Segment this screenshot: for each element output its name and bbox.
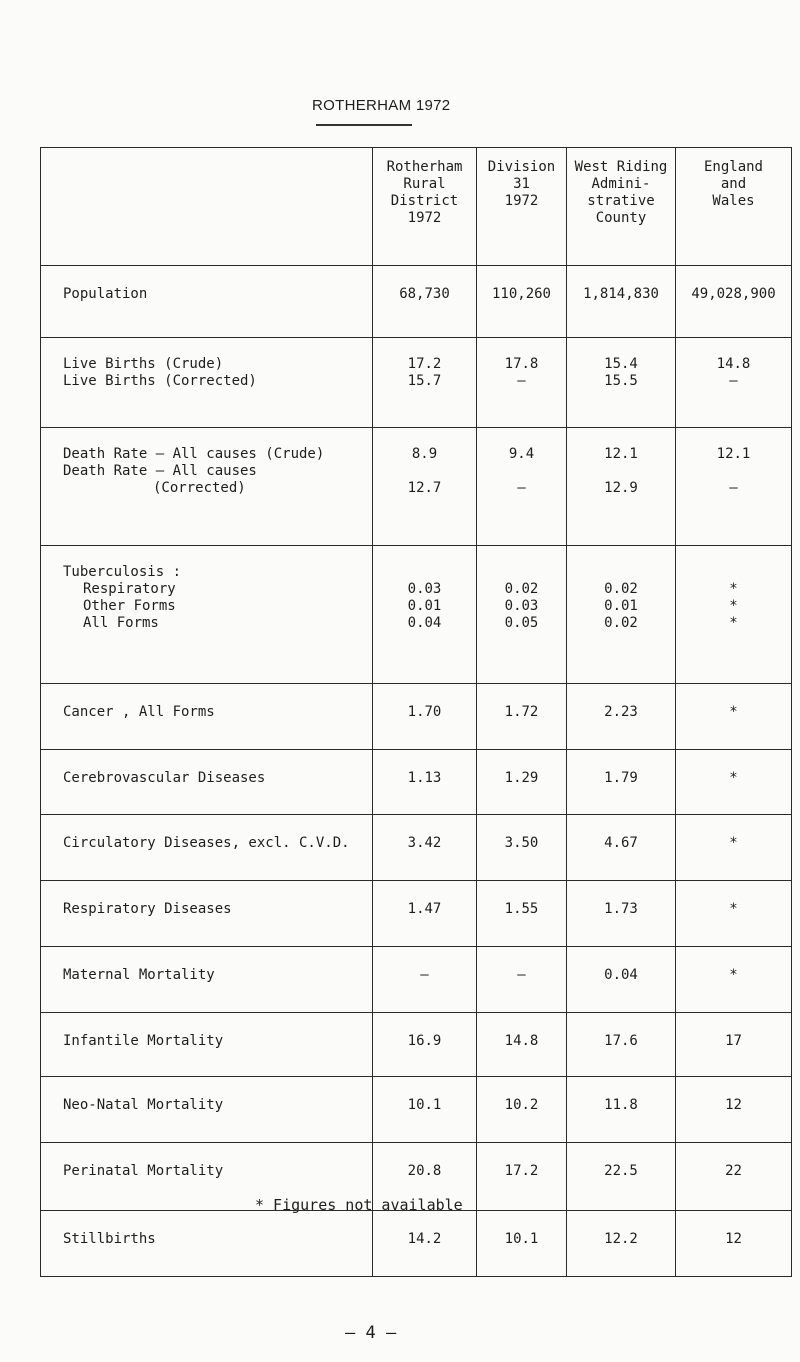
page-number: – 4 –	[345, 1323, 397, 1343]
value-cell	[373, 881, 477, 947]
cell-value: 20.8	[407, 1163, 442, 1179]
cell-value: 17.8	[504, 356, 539, 372]
row-label: Maternal Mortality	[63, 967, 215, 983]
cell-value: –	[517, 480, 526, 496]
row-label-cell	[41, 684, 373, 750]
table-row	[41, 338, 792, 428]
value-cell	[567, 684, 676, 750]
value-cell	[676, 1077, 792, 1143]
cell-value: 12.7	[407, 480, 442, 496]
cell-value: 10.2	[504, 1097, 539, 1113]
cell-value: *	[729, 704, 738, 720]
value-cell	[567, 947, 676, 1013]
vital-statistics-table	[40, 147, 792, 1277]
cell-value: 14.8	[716, 356, 751, 372]
row-label: Neo-Natal Mortality	[63, 1097, 224, 1113]
title-underline	[316, 124, 412, 126]
table-row	[41, 750, 792, 815]
cell-value: 12.1	[716, 446, 751, 462]
row-label: Live Births (Crude)	[63, 356, 224, 372]
value-cell	[676, 947, 792, 1013]
value-cell	[477, 428, 567, 546]
table-row	[41, 1013, 792, 1077]
value-cell	[477, 338, 567, 428]
value-cell	[676, 1211, 792, 1277]
cell-value: –	[517, 967, 526, 983]
cell-value: 3.50	[504, 835, 539, 851]
table-row	[41, 881, 792, 947]
value-cell	[373, 266, 477, 338]
cell-value: 0.05	[504, 615, 539, 631]
cell-value: *	[729, 967, 738, 983]
value-cell	[676, 684, 792, 750]
cell-value: 1.72	[504, 704, 539, 720]
cell-value: 0.04	[604, 967, 638, 983]
value-cell	[477, 1013, 567, 1077]
cell-value: *	[729, 598, 738, 614]
value-cell	[373, 1013, 477, 1077]
value-cell	[373, 750, 477, 815]
value-cell	[373, 428, 477, 546]
row-label-cell	[41, 1077, 373, 1143]
cell-value: 15.4	[604, 356, 638, 372]
cell-value: 0.01	[407, 598, 442, 614]
row-label-cell	[41, 881, 373, 947]
value-cell	[477, 1211, 567, 1277]
value-cell	[676, 881, 792, 947]
row-label-cell	[41, 1013, 373, 1077]
cell-value: 68,730	[399, 286, 450, 302]
cell-value: –	[517, 373, 526, 389]
row-label-cell	[41, 266, 373, 338]
row-label: (Corrected)	[153, 480, 246, 496]
cell-value: 17.6	[604, 1033, 638, 1049]
value-cell	[676, 750, 792, 815]
value-cell	[676, 815, 792, 881]
table-row	[41, 428, 792, 546]
row-label: Stillbirths	[63, 1231, 156, 1247]
value-cell	[676, 1013, 792, 1077]
table-row	[41, 947, 792, 1013]
value-cell	[373, 684, 477, 750]
cell-value	[373, 463, 476, 480]
column-header-west-riding: West Riding Admini- strative County	[567, 148, 676, 266]
cell-value: 22	[725, 1163, 742, 1179]
table-row	[41, 684, 792, 750]
cell-value: 17.2	[407, 356, 442, 372]
cell-value: 16.9	[407, 1033, 442, 1049]
cell-value: 9.4	[508, 446, 535, 462]
cell-value: 10.1	[407, 1097, 442, 1113]
value-cell	[477, 546, 567, 684]
cell-value: *	[729, 770, 738, 786]
value-cell	[676, 1143, 792, 1211]
column-header-division: Division 31 1972	[477, 148, 567, 266]
value-cell	[477, 266, 567, 338]
cell-value: 10.1	[504, 1231, 539, 1247]
value-cell	[477, 1077, 567, 1143]
row-label: Live Births (Corrected)	[63, 373, 257, 389]
value-cell	[477, 1143, 567, 1211]
value-cell	[373, 815, 477, 881]
row-label-cell	[41, 1211, 373, 1277]
value-cell	[373, 1077, 477, 1143]
value-cell	[567, 1143, 676, 1211]
value-cell	[477, 947, 567, 1013]
row-label: Death Rate – All causes (Crude)	[63, 446, 325, 462]
row-label: Infantile Mortality	[63, 1033, 224, 1049]
cell-value: 1.29	[504, 770, 539, 786]
row-label: Respiratory	[83, 581, 176, 597]
cell-value: 12	[725, 1231, 742, 1247]
value-cell	[567, 1077, 676, 1143]
row-label: Perinatal Mortality	[63, 1163, 224, 1179]
row-label: Population	[63, 286, 148, 302]
row-label-cell	[41, 338, 373, 428]
cell-value: *	[729, 835, 738, 851]
row-label: All Forms	[83, 615, 159, 631]
value-cell	[676, 338, 792, 428]
value-cell	[567, 546, 676, 684]
cell-value: 0.04	[407, 615, 442, 631]
cell-value: 2.23	[604, 704, 638, 720]
table-row	[41, 815, 792, 881]
value-cell	[567, 1013, 676, 1077]
row-label-cell	[41, 750, 373, 815]
value-cell	[567, 750, 676, 815]
cell-value: 3.42	[407, 835, 442, 851]
cell-value: 8.9	[411, 446, 438, 462]
cell-value: 0.02	[604, 615, 638, 631]
row-label: Other Forms	[83, 598, 176, 614]
cell-value: 1.70	[407, 704, 442, 720]
footnote: * Figures not available	[255, 1196, 463, 1214]
cell-value: 1.47	[407, 901, 442, 917]
cell-value: 0.02	[604, 581, 638, 597]
cell-value: 1,814,830	[583, 286, 659, 302]
value-cell	[676, 428, 792, 546]
row-label: Death Rate – All causes	[63, 463, 257, 479]
value-cell	[676, 546, 792, 684]
row-label-cell	[41, 428, 373, 546]
cell-value: 15.7	[407, 373, 442, 389]
cell-value: –	[729, 373, 738, 389]
cell-value: *	[729, 581, 738, 597]
cell-value	[567, 463, 675, 480]
page-title: ROTHERHAM 1972	[312, 97, 451, 114]
cell-value: 17.2	[504, 1163, 539, 1179]
cell-value: 1.73	[604, 901, 638, 917]
row-label-cell	[41, 815, 373, 881]
value-cell	[373, 947, 477, 1013]
cell-value	[477, 463, 566, 480]
value-cell	[373, 338, 477, 428]
cell-value: *	[729, 901, 738, 917]
cell-value: 14.8	[504, 1033, 539, 1049]
cell-value: 0.02	[504, 581, 539, 597]
value-cell	[567, 881, 676, 947]
cell-value: *	[729, 615, 738, 631]
value-cell	[567, 266, 676, 338]
cell-value: 14.2	[407, 1231, 442, 1247]
cell-value: 12.1	[604, 446, 638, 462]
cell-value: 4.67	[604, 835, 638, 851]
cell-value	[676, 463, 791, 480]
cell-value: 15.5	[604, 373, 638, 389]
cell-value: 1.79	[604, 770, 638, 786]
row-label: Circulatory Diseases, excl. C.V.D.	[63, 835, 350, 851]
cell-value: 22.5	[604, 1163, 638, 1179]
cell-value: 1.55	[504, 901, 539, 917]
cell-value: –	[420, 967, 429, 983]
cell-value	[477, 564, 566, 581]
table-row	[41, 1211, 792, 1277]
row-label: Tuberculosis :	[63, 564, 182, 580]
column-header-rotherham: Rotherham Rural District 1972	[373, 148, 477, 266]
cell-value: 17	[725, 1033, 742, 1049]
value-cell	[567, 338, 676, 428]
cell-value: 1.13	[407, 770, 442, 786]
value-cell	[477, 815, 567, 881]
cell-value: 11.8	[604, 1097, 638, 1113]
value-cell	[567, 815, 676, 881]
cell-value: 12	[725, 1097, 742, 1113]
cell-value: 12.2	[604, 1231, 638, 1247]
value-cell	[477, 684, 567, 750]
table-header-row	[41, 148, 792, 266]
value-cell	[373, 1211, 477, 1277]
cell-value: 110,260	[491, 286, 551, 302]
value-cell	[477, 750, 567, 815]
table-row	[41, 546, 792, 684]
cell-value	[373, 564, 476, 581]
cell-value	[676, 564, 791, 581]
cell-value: 0.03	[504, 598, 539, 614]
value-cell	[567, 1211, 676, 1277]
value-cell	[373, 546, 477, 684]
cell-value: 49,028,900	[691, 286, 776, 302]
cell-value: 0.01	[604, 598, 638, 614]
cell-value: 0.03	[407, 581, 442, 597]
header-blank-cell	[41, 148, 373, 266]
row-label: Cerebrovascular Diseases	[63, 770, 266, 786]
table-row	[41, 1077, 792, 1143]
row-label: Cancer , All Forms	[63, 704, 215, 720]
cell-value: 12.9	[604, 480, 638, 496]
cell-value: –	[729, 480, 738, 496]
row-label: Respiratory Diseases	[63, 901, 232, 917]
value-cell	[567, 428, 676, 546]
table-row	[41, 266, 792, 338]
value-cell	[676, 266, 792, 338]
cell-value	[567, 564, 675, 581]
column-header-england-wales: England and Wales	[676, 148, 792, 266]
row-label-cell	[41, 546, 373, 684]
row-label-cell	[41, 947, 373, 1013]
value-cell	[477, 881, 567, 947]
